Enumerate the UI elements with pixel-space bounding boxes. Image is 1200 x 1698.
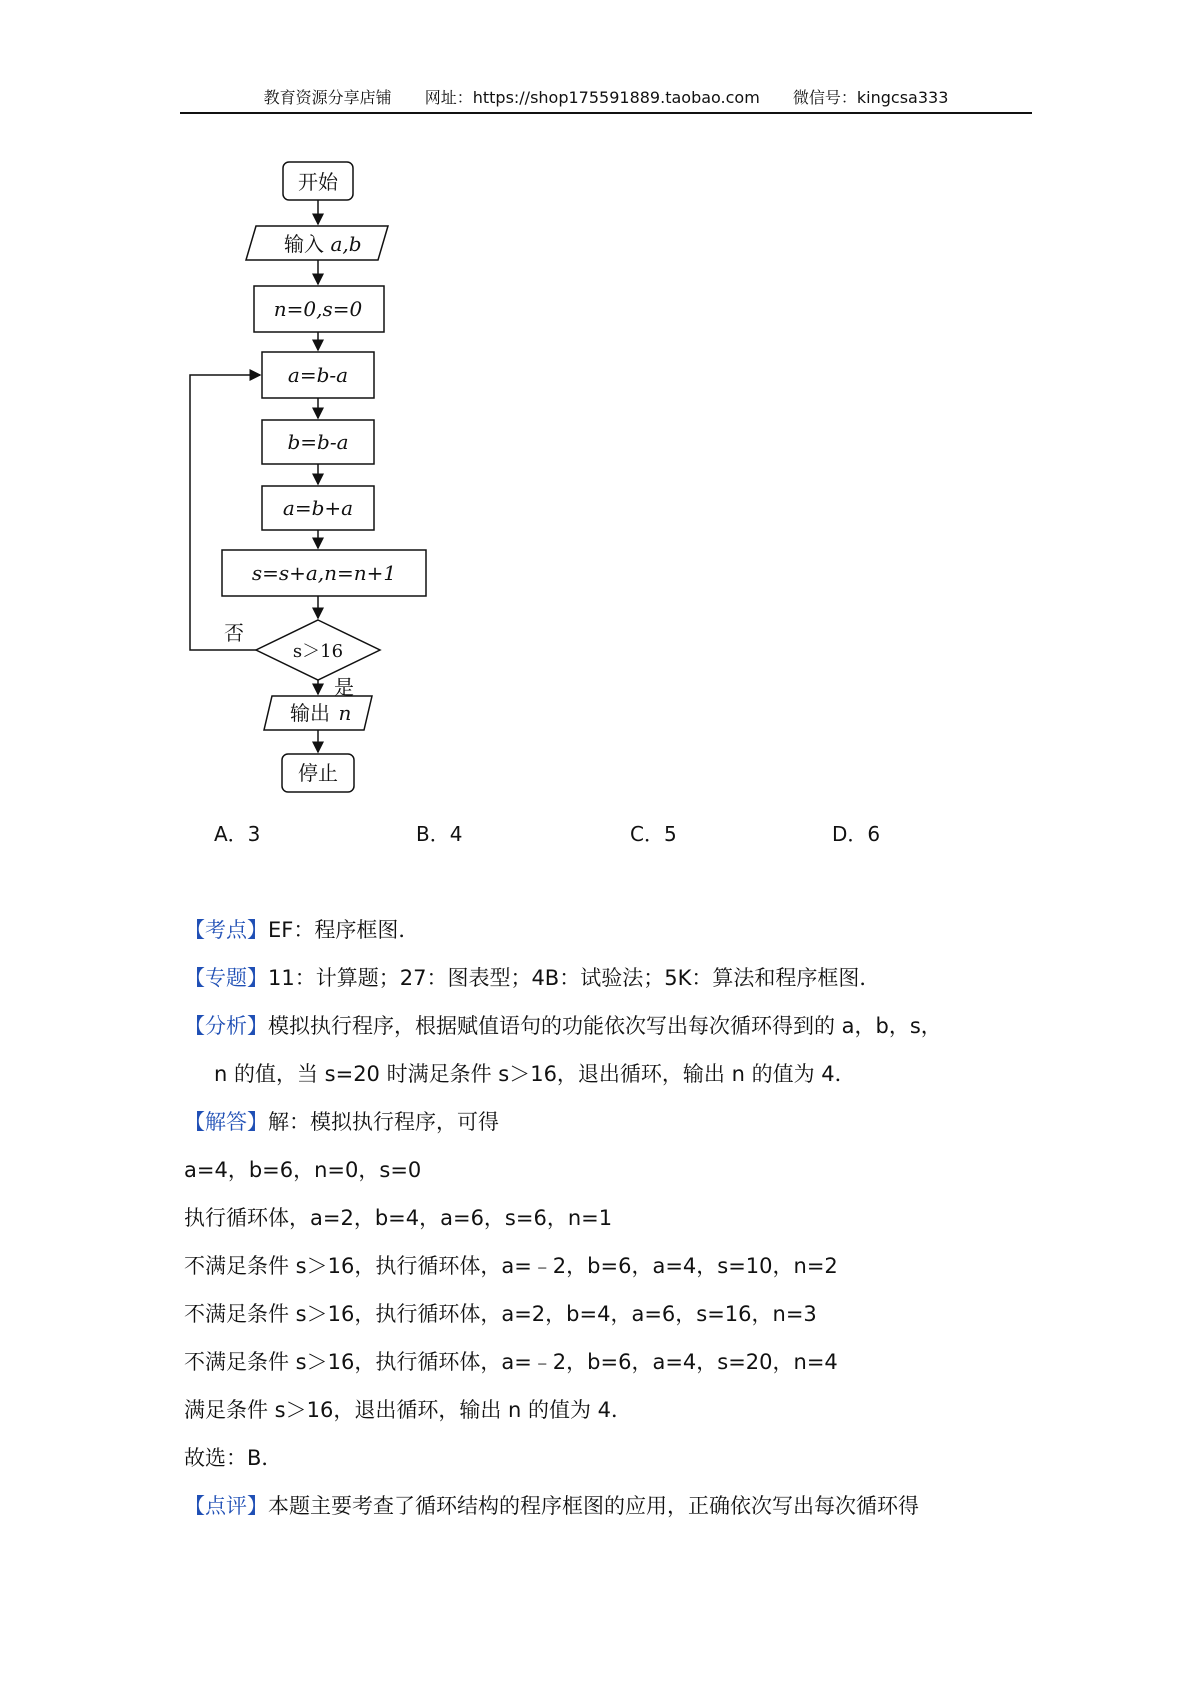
kaodian-line [184, 914, 419, 944]
step3-label: a=b+a [282, 496, 354, 520]
step4-label: s=s+a,n=n+1 [251, 561, 397, 585]
step-line-2: 不满足条件 s＞16，执行循环体，a=﹣2，b=6，a=4，s=10，n=2 [184, 1254, 838, 1278]
stop-label: 停止 [298, 761, 338, 785]
flowchart [160, 150, 450, 810]
dianping-line [184, 1490, 919, 1520]
init-label: n=0,s=0 [273, 297, 363, 321]
condition-label: s＞16 [292, 641, 344, 662]
jieda-line [184, 1106, 499, 1136]
fenxi-line [184, 1010, 942, 1040]
header-site: 网址：https://shop175591889.taobao.com [424, 88, 760, 107]
kaodian-tag: 【考点】 [184, 918, 268, 942]
page-header [180, 84, 1032, 114]
fenxi-tag: 【分析】 [184, 1014, 268, 1038]
dianping-text: 本题主要考查了循环结构的程序框图的应用，正确依次写出每次循环得 [268, 1494, 919, 1518]
kaodian-text: EF：程序框图． [268, 918, 420, 942]
input-vars: a,b [330, 232, 362, 256]
zhuanti-text: 11：计算题；27：图表型；4B：试验法；5K：算法和程序框图． [268, 966, 881, 990]
yes-label: 是 [334, 675, 354, 699]
input-label: 输入 [284, 232, 324, 256]
step-line-5: 满足条件 s＞16，退出循环，输出 n 的值为 4． [184, 1398, 633, 1422]
zhuanti-tag: 【专题】 [184, 966, 268, 990]
fenxi-text-2: n 的值，当 s=20 时满足条件 s＞16，退出循环，输出 n 的值为 4． [214, 1062, 856, 1086]
step-line-0: a=4，b=6，n=0，s=0 [184, 1158, 422, 1182]
step-line-4: 不满足条件 s＞16，执行循环体，a=﹣2，b=6，a=4，s=20，n=4 [184, 1350, 838, 1374]
jieda-tag: 【解答】 [184, 1110, 268, 1134]
output-var: n [338, 701, 352, 725]
step1-label: a=b-a [287, 363, 349, 387]
option-c: C．5 [630, 822, 677, 846]
option-d: D．6 [832, 822, 881, 846]
option-a: A．3 [214, 822, 261, 846]
step-line-6: 故选：B． [184, 1446, 283, 1470]
step2-label: b=b-a [287, 430, 349, 454]
start-label: 开始 [298, 170, 338, 194]
header-wechat: 微信号：kingcsa333 [792, 88, 949, 107]
fenxi-text-1: 模拟执行程序，根据赋值语句的功能依次写出每次循环得到的 a，b，s， [268, 1014, 942, 1038]
step-line-1: 执行循环体，a=2，b=4，a=6，s=6，n=1 [184, 1206, 613, 1230]
output-label: 输出 [290, 701, 330, 725]
zhuanti-line [184, 962, 880, 992]
no-label: 否 [224, 621, 244, 645]
header-shop: 教育资源分享店铺 [263, 88, 392, 107]
dianping-tag: 【点评】 [184, 1494, 268, 1518]
option-b: B．4 [416, 822, 463, 846]
step-line-3: 不满足条件 s＞16，执行循环体，a=2，b=4，a=6，s=16，n=3 [184, 1302, 817, 1326]
jieda-text: 解：模拟执行程序，可得 [268, 1110, 499, 1134]
